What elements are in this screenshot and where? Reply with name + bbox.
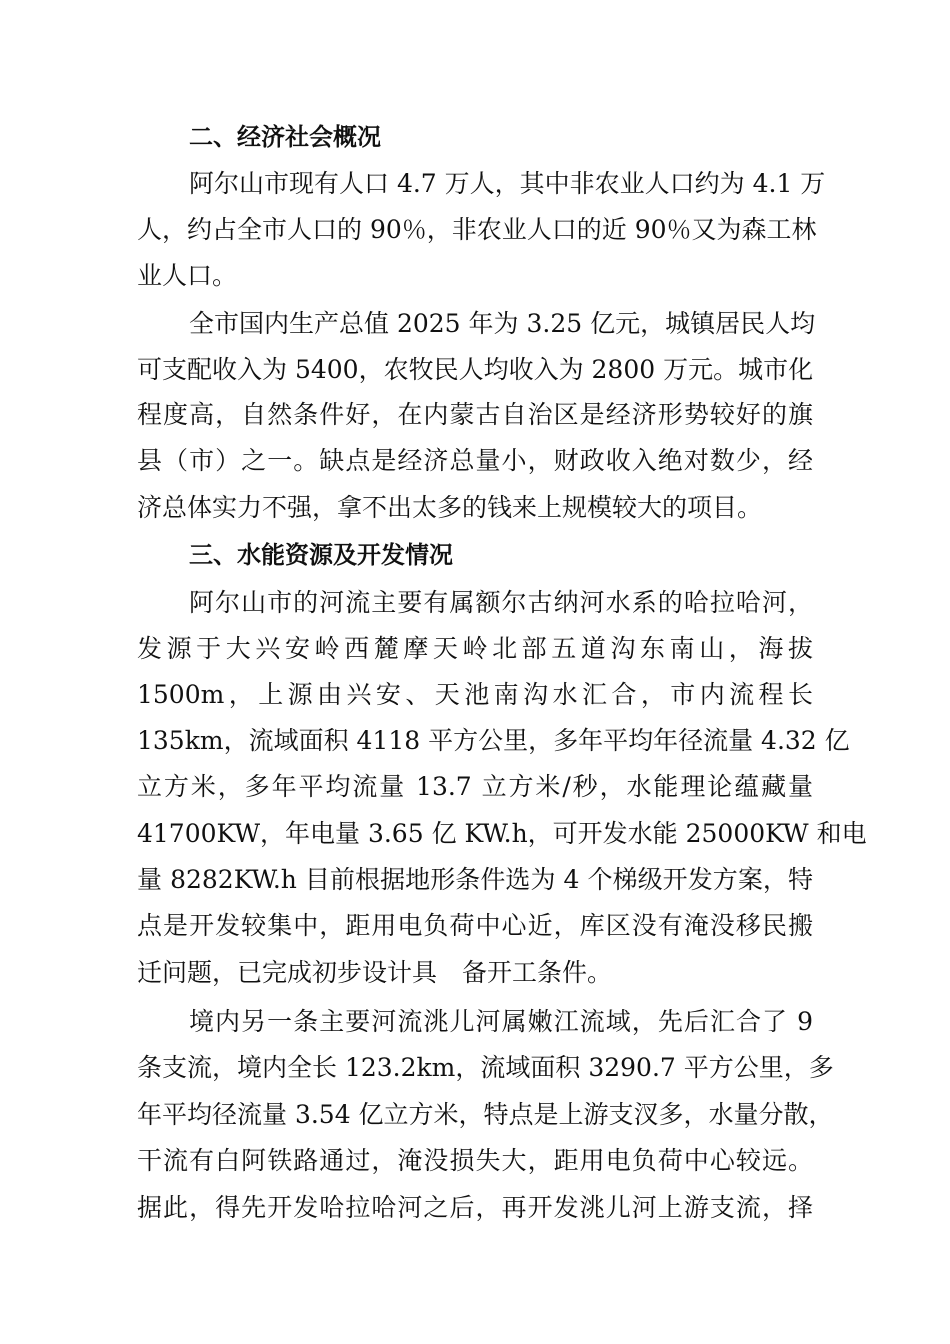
- paragraph-line: 业人口。: [137, 261, 238, 290]
- paragraph-line: 济总体实力不强，拿不出太多的钱来上规模较大的项目。: [137, 493, 763, 522]
- paragraph-line: 135km，流域面积 4118 平方公里，多年平均年径流量 4.32 亿: [137, 726, 850, 755]
- paragraph-line: 立方米，多年平均流量 13.7 立方米/秒，水能理论蕴藏量: [137, 772, 813, 801]
- paragraph-line: 全市国内生产总值 2025 年为 3.25 亿元，城镇居民人均: [189, 309, 816, 338]
- section-heading-economy: 二、经济社会概况: [189, 123, 381, 151]
- paragraph-line: 迁问题，已完成初步设计具 备开工条件。: [137, 958, 613, 987]
- paragraph-line: 据此，得先开发哈拉哈河之后，再开发洮儿河上游支流，择: [137, 1193, 813, 1222]
- paragraph-line: 县（市）之一。缺点是经济总量小，财政收入绝对数少，经: [137, 446, 813, 475]
- paragraph-line: 点是开发较集中，距用电负荷中心近，库区没有淹没移民搬: [137, 911, 813, 940]
- paragraph-line: 干流有白阿铁路通过，淹没损失大，距用电负荷中心较远。: [137, 1146, 813, 1175]
- paragraph-line: 境内另一条主要河流洮儿河属嫩江流域，先后汇合了 9: [189, 1007, 813, 1036]
- paragraph-line: 阿尔山市的河流主要有属额尔古纳河水系的哈拉哈河，: [189, 588, 813, 617]
- paragraph-line: 年平均径流量 3.54 亿立方米，特点是上游支汊多，水量分散，: [137, 1100, 834, 1129]
- paragraph-line: 1500m，上源由兴安、天池南沟水汇合，市内流程长: [137, 680, 813, 709]
- paragraph-line: 人，约占全市人口的 90％，非农业人口的近 90％又为森工林: [137, 215, 817, 244]
- paragraph-line: 可支配收入为 5400，农牧民人均收入为 2800 万元。城市化: [137, 355, 814, 384]
- paragraph-line: 程度高，自然条件好，在内蒙古自治区是经济形势较好的旗: [137, 400, 813, 429]
- paragraph-line: 阿尔山市现有人口 4.7 万人，其中非农业人口约为 4.1 万: [189, 169, 826, 198]
- paragraph-line: 条支流，境内全长 123.2km，流域面积 3290.7 平方公里，多: [137, 1053, 834, 1082]
- section-heading-hydropower: 三、水能资源及开发情况: [189, 541, 453, 569]
- paragraph-line: 量 8282KW.h 目前根据地形条件选为 4 个梯级开发方案，特: [137, 865, 813, 894]
- paragraph-line: 发源于大兴安岭西麓摩天岭北部五道沟东南山，海拔: [137, 634, 813, 663]
- paragraph-line: 41700KW，年电量 3.65 亿 KW.h，可开发水能 25000KW 和电: [137, 819, 867, 848]
